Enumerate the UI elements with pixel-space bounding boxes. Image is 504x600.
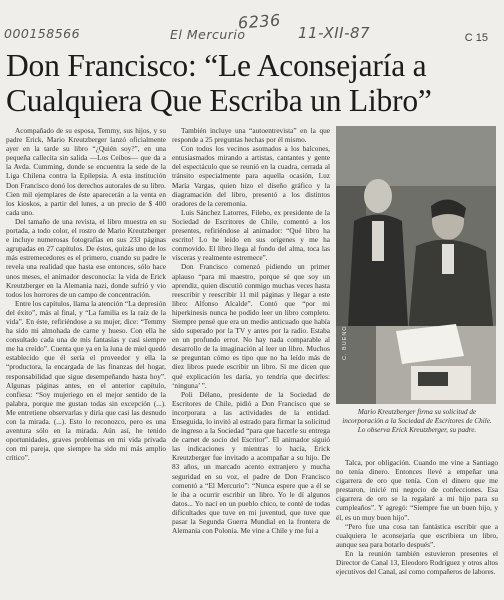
photo-illustration [336,126,496,404]
news-photo [336,126,496,404]
paragraph: Acompañado de su esposa, Temmy, sus hijos, y su padre Erick, Mario Kreutzberger lanzó oficialmente ayer en la tarde su libro “¿Quién soy?”, en una pequeña callecita sin salida —Los Ceibos— que da a la Avda. Cumming, donde se encuentra la sede de la Liga Chilena contra la Epilepsia. A esta institución Don Francisco donó los derechos autorales de su libro. Cien mil ejemplares de éste aparecerán a la venta en los kioskos, a partir del lunes, a un precio de $ 400 cada uno. [6,126,166,217]
archive-id-note: 000158566 [4,26,81,41]
paragraph: Poli Délano, presidente de la Sociedad de Escritores de Chile, pidió a Don Francisco que se incorporara a las actividades de la entidad. Enseguida, lo invitó al estrado para firmar la solicitud de ingreso a la Sociedad “para que hacerle su entrega de carnet de socio del Escritor”. El animador siguió las indicaciones y mientras lo hacía, Erick Kreutzberger fue invitado a acompañar a su hijo. De 83 años, un marcado acento extranjero y mucha seguridad en su voz, el padre de Don Francisco comentó a “El Mercurio”: “Nunca espere que a él se le iba a ocurrir escribir un libro. Yo le dí algunos datos... Yo nací en un pueblo chico, te conté de todas dificultades que tuve en mi juventud, que tuve que pasar la Segunda Guerra Mundial en la frontera de Alemania con Polonia. Me vine a Chile y me fui a [172,389,330,536]
photo-caption: Mario Kreutzberger firma su solicitud de incorporación a la Sociedad de Escritores de Chile. Lo observa Erick Kreutzberger, su padre. [342,408,492,434]
paragraph: También incluye una “autoentrevista” en la que responde a 25 preguntas hechas por él mismo. [172,126,330,145]
article-column-3 [336,458,498,598]
paragraph: Talca, por obligación. Cuando me vine a Santiago no tenía dinero. Entonces llevé a empeñar una cigarrera de oro que tenía. Con el dinero que me prestaron, inicié mi negocio de confecciones. Esa cigarrera de oro se la regalaré a mi hijo para su cumpleaños”. Y agregó: “Siempre fue un buen hijo, y él, es un muy buen hijo”. [336,458,498,522]
paragraph: Con todos los vecinos asomados a los balcones, entusiasmados mirando a artistas, cantantes y gente del espectáculo que se reunió en la cuadra, cerrada al tránsito especialmente para aquella ocasión, Luz María Vargas, quien hizo el diseño gráfico y la diagramación del libro, presentó a los distintos oradores de la ceremonia. [172,144,330,208]
paragraph: Entre los capítulos, llama la atención “La depresión del éxito”, más al final, y “La familia es la raíz de la vida”. En éste, refiriéndose a su mujer, dice: “Temmy ha sido mi almohada de carne y hueso. Con ella he consultado cada una de mis fantasías y casi siempre me ha creído”. Cuenta que ya en la luna de miel quedó establecido que él sería el proveedor y ella la “productora, la encargada de las finanzas del hogar, responsabilidad que sigue desempeñando hasta hoy”. Algunas páginas antes, en el anterior capítulo, confiesa: “Soy mujeriego en el mejor sentido de la palabra, porque me gustan todas sin excepción (...). Me entretiene observarlas y diría que casi las desnudo con la mirada. (...). Esto lo reconozco, pero es una aventura sólo en la mirada. Aún así, he tenido oportunidades, graves problemas en mi vida privada con mi pareja, que siempre ha sido mi más amplio crítico”. [6,298,166,463]
article-column-1 [6,126,166,596]
photo-credit: C. BUENO [342,325,348,360]
paragraph: Del tamaño de una revista, el libro muestra en su portada, a todo color, el rostro de Mario Kreutzberger e incluye numerosas fotografías en sus 233 páginas agrupadas en 27 capítulos. De éstos, quizás uno de los más estremecedores es el primero, cuando su padre le revela una realidad que hasta ese entonces, sólo hace unos meses, el animador desconocía: la vida de Erick Kreutzberger en la Alemania nazi, donde sufrió y vio todos los horrores de un campo de concentración. [6,216,166,299]
paragraph: Don Francisco comenzó pidiendo un primer aplauso “para mi maestro, porque sé que soy un aprendiz, quien discutió conmigo muchas veces hasta reescribir y reescribir 11 mil páginas y llegar a este libro: Alfonso Alcalde”. Contó que “por mi hiperkinesis nunca he podido leer un libro completo. Siempre pensé que era un medio anticuado que había sido superado por la TV y antes por la radio. Estaba en un profundo error. No hay nada comparable al desarrollo de la imaginación al leer un libro. Muchos se preguntan cómo es tipo que no ha leído más de diez libros puede escribir un libro. Si me dicen que qué explicación les daría, yo tendría que decirles: ‘ninguna’ ”. [172,262,330,390]
headline: Don Francisco: “Le Aconsejaría a Cualquiera Que Escriba un Libro” [6,48,432,118]
handwritten-code: 6236 [237,10,282,33]
paragraph: En la reunión también estuvieron presentes el Director de Canal 13, Eleodoro Rodríguez y otros altos ejecutivos del Canal, así como compañeros de labores. [336,548,498,577]
page-reference: C 15 [464,32,488,44]
paragraph: Luis Sánchez Latorres, Filebo, ex presidente de la Sociedad de Escritores de Chile, comentó a los presentes, refiriéndose al animador: “Qué libro ha escrito! Lo he leído en sus orígenes y me ha conmovido. El libro llega al fondo del alma, toca las vísceras y realmente estremece”. [172,207,330,263]
source-note: El Mercurio [170,27,246,42]
article-column-2 [172,126,330,596]
paragraph: “Pero fue una cosa tan fantástica escribir que a cualquiera le aconsejaría que escribiera un libro, aunque sea para botarlo después”. [336,521,498,549]
date-note: 11-XII-87 [298,24,371,42]
